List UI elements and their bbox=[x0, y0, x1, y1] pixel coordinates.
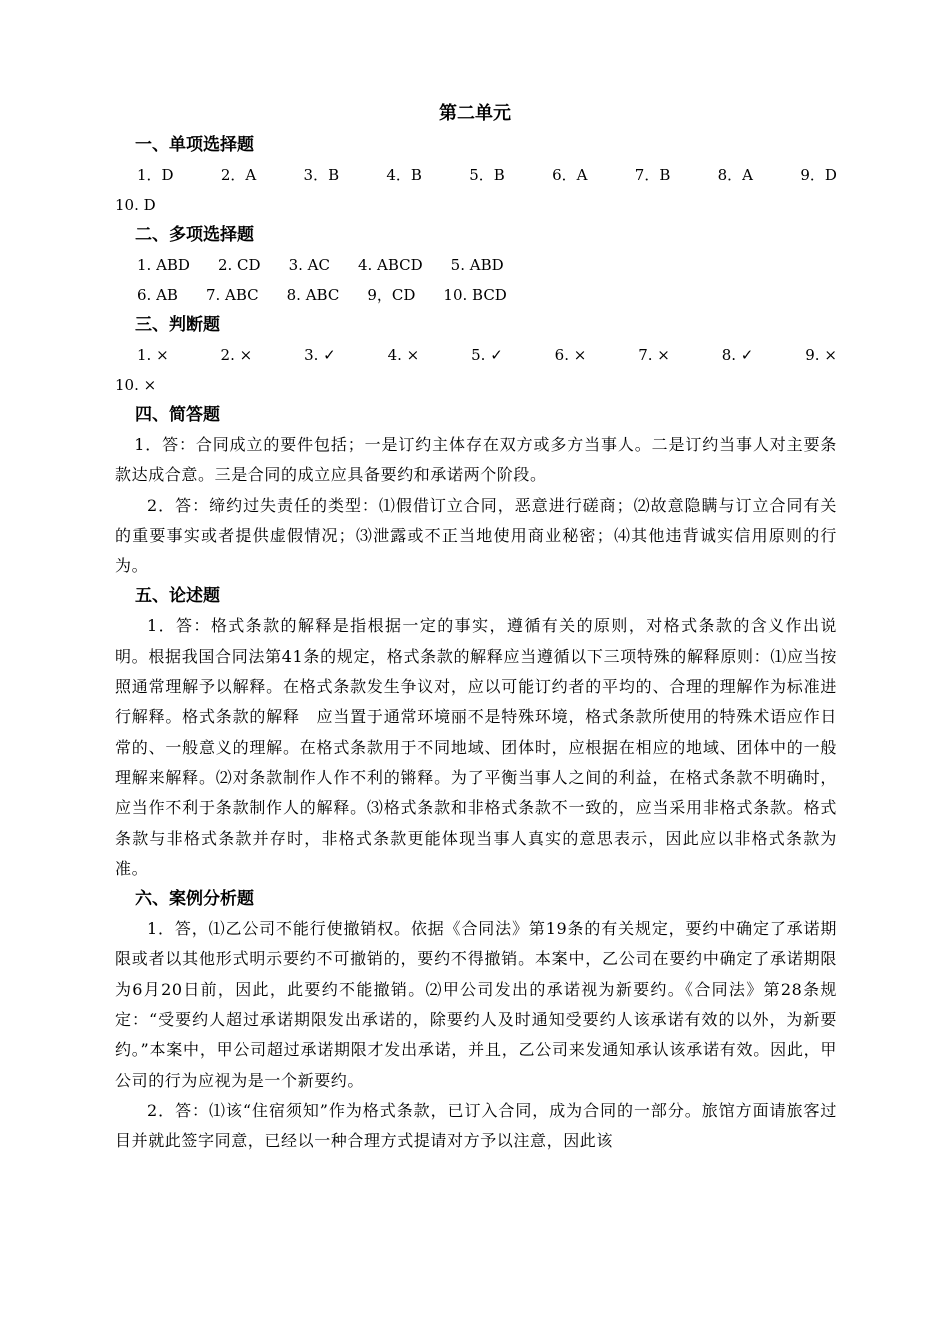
answer-item: 9. × bbox=[805, 346, 837, 364]
answer-item: 5. ABD bbox=[450, 256, 504, 274]
answer-item: 1. ABD bbox=[137, 256, 190, 274]
answer-item: 6．A bbox=[552, 166, 588, 184]
answer-item: 3. AC bbox=[288, 256, 330, 274]
answer-item: 3．B bbox=[303, 166, 340, 184]
answer-item: 1. × bbox=[137, 346, 169, 364]
answer-item: 1．D bbox=[137, 166, 174, 184]
section-heading-true-false: 三、判断题 bbox=[135, 315, 220, 335]
multi-choice-row-2 bbox=[115, 280, 837, 310]
answer-content bbox=[115, 130, 837, 1157]
answer-item: 10. × bbox=[115, 376, 157, 394]
answer-item: 7. ABC bbox=[205, 286, 259, 304]
section-heading-case-analysis: 六、案例分析题 bbox=[135, 889, 254, 910]
answer-item: 5. ✓ bbox=[471, 346, 503, 364]
answer-item: 8. ABC bbox=[286, 286, 340, 304]
answer-item: 3. ✓ bbox=[304, 346, 336, 364]
section-heading-single-choice: 一、单项选择题 bbox=[135, 135, 254, 155]
section-heading-multi-choice: 二、多项选择题 bbox=[135, 225, 254, 245]
answer-item: 10. BCD bbox=[443, 286, 507, 304]
answer-item: 7. × bbox=[638, 346, 670, 364]
answer-item: 8．A bbox=[717, 166, 754, 184]
answer-item: 10. D bbox=[115, 196, 156, 214]
answer-item: 9．D bbox=[800, 166, 837, 184]
answer-item: 8. ✓ bbox=[721, 346, 754, 364]
short-answer-1: 1．答：合同成立的要件包括；一是订约主体存在双方或多方当事人。二是订约当事人对主要条款达成合意。三是合同的成立应具备要约和承诺两个阶段。 bbox=[115, 435, 837, 485]
answer-item: 4. × bbox=[387, 346, 420, 364]
case-answer-1: 1．答，⑴乙公司不能行使撤销权。依据《合同法》第19条的有关规定，要约中确定了承诺期限或者以其他形式明示要约不可撤销的，要约不得撤销。本案中，乙公司在要约中确定了承诺期限为6月20日前，因此，此要约不能撤销。⑵甲公司发出的承诺视为新要约。《合同法》第28条规定：“受要约人超过承诺期限发出承诺的，除要约人及时通知受要约人该承诺有效的以外，为新要约。”本案中，甲公司超过承诺期限才发出承诺，并且，乙公司来发通知承认该承诺有效。因此，甲公司的行为应视为是一个新要约。 bbox=[115, 919, 837, 1090]
single-choice-row-2 bbox=[115, 190, 837, 220]
answer-item: 7．B bbox=[634, 166, 671, 184]
true-false-row-1 bbox=[115, 340, 837, 370]
single-choice-row-1 bbox=[115, 160, 837, 190]
true-false-row-2 bbox=[115, 370, 837, 400]
answer-item: 5．B bbox=[469, 166, 505, 184]
answer-item: 2. × bbox=[220, 346, 253, 364]
answer-item: 2. CD bbox=[217, 256, 261, 274]
short-answer-2: 2．答：缔约过失责任的类型：⑴假借订立合同，恶意进行磋商；⑵故意隐瞒与订立合同有关的重要事实或者提供虚假情况；⑶泄露或不正当地使用商业秘密；⑷其他违背诚实信用原则的行为。 bbox=[115, 495, 837, 576]
section-heading-short-answer: 四、简答题 bbox=[135, 405, 220, 425]
case-answer-2: 2．答：⑴该“住宿须知”作为格式条款，已订入合同，成为合同的一部分。旅馆方面请旅客过目并就此签字同意，已经以一种合理方式提请对方予以注意，因此该 bbox=[115, 1100, 837, 1151]
answer-item: 4. ABCD bbox=[357, 256, 423, 274]
answer-item: 6. AB bbox=[137, 286, 178, 304]
section-heading-essay: 五、论述题 bbox=[135, 586, 220, 607]
page-title: 第二单元 bbox=[439, 103, 511, 124]
answer-item: 6. × bbox=[554, 346, 587, 364]
answer-item: 9，CD bbox=[367, 286, 416, 304]
answer-item: 2．A bbox=[220, 166, 257, 184]
answer-item: 4．B bbox=[386, 166, 422, 184]
essay-answer-1: 1．答：格式条款的解释是指根据一定的事实，遵循有关的原则，对格式条款的含义作出说明。根据我国合同法第41条的规定，格式条款的解释应当遵循以下三项特殊的解释原则：⑴应当按照通常理解予以解释。在格式条款发生争议对，应以可能订约者的平均的、合理的理解作为标准进行解释。格式条款的解释 应当置于通常环境丽不是特殊环境，格式条款所使用的特殊术语应作日常的、一般意义的理解。在格式条款用于不同地域、团体时，应根据在相应的地域、团体中的一般理解来解释。⑵对条款制作人作不利的锵释。为了平衡当事人之间的利益，在格式条款不明确时，应当作不利于条款制作人的解释。⑶格式条款和非格式条款不一致的，应当采用非格式条款。格式条款与非格式条款并存时，非格式条款更能体现当事人真实的意思表示，因此应以非格式条款为准。 bbox=[115, 616, 837, 878]
multi-choice-row-1 bbox=[115, 250, 837, 280]
